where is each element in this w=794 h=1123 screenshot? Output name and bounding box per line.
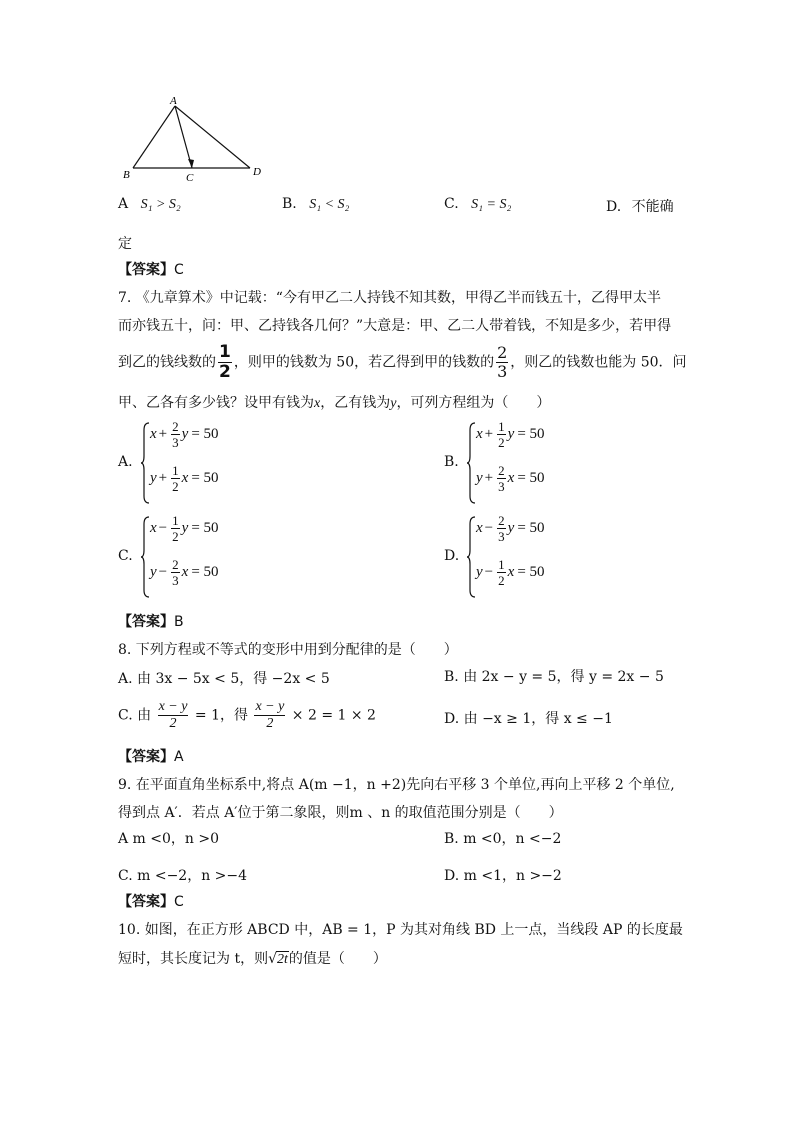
q8-answer: [118, 746, 184, 766]
equation-lhs-var: y: [150, 563, 157, 580]
fraction-numerator: x − y: [158, 699, 188, 714]
q8-option-a: A. 由 3x − 5x < 5，得 −2x < 5: [118, 671, 330, 687]
label-b: B: [123, 169, 130, 181]
fraction-numerator: 1: [498, 557, 505, 572]
q6-option-b: [282, 196, 349, 213]
equation-rhs: = 50: [517, 563, 545, 580]
brace-icon: [140, 422, 150, 504]
equation-lhs-var: x: [150, 519, 157, 536]
fraction-denominator: 2: [169, 716, 177, 731]
q7-line-4-a: 甲、乙各有多少钱？设甲有钱为: [118, 395, 314, 411]
equation-sign: −: [484, 519, 494, 536]
fraction-denominator: 2: [172, 479, 179, 494]
fraction-numerator: 1: [498, 419, 505, 434]
q7-line-3-c: ，则乙的钱数也能为 50．问: [510, 354, 687, 371]
equation-fraction: [171, 558, 180, 587]
q7-line-2: 而亦钱五十，问：甲、乙持钱各几何？”大意是：甲、乙二人带着钱，不知是多少，若甲得: [118, 318, 672, 334]
q8-option-b: B. 由 2x − y = 5，得 y = 2x − 5: [444, 669, 664, 685]
q6-option-c-letter: C.: [444, 196, 459, 212]
q8-option-c-mid: = 1，得: [194, 707, 248, 724]
fraction-numerator: 1: [219, 342, 231, 362]
equation-lhs-var: x: [476, 519, 483, 536]
label-c: C: [186, 172, 194, 184]
q7-line-4-b: ，乙有钱为: [320, 395, 391, 411]
q6-option-d-text: 不能确: [631, 199, 674, 215]
q8-option-c: [118, 700, 376, 731]
equation-rhs: = 50: [191, 563, 219, 580]
equation-rhs: = 50: [191, 519, 219, 536]
answer-label: 【答案】: [118, 894, 174, 910]
equation-sign: +: [158, 425, 168, 442]
q10-line-2-a: 短时，其长度记为 t，则: [118, 951, 269, 967]
fraction-denominator: 2: [498, 435, 505, 450]
equation-var: y: [181, 425, 189, 442]
q10-line-1: 10. 如图，在正方形 ABCD 中，AB = 1，P 为其对角线 BD 上一点，当线段 AP 的长度最: [118, 922, 683, 938]
fraction-denominator: 3: [497, 362, 508, 381]
var-x: x: [314, 396, 321, 411]
fraction-numerator: 2: [498, 463, 505, 478]
equation-rhs: = 50: [517, 519, 545, 536]
equation-rhs: = 50: [191, 469, 219, 486]
q7-answer: [118, 611, 184, 631]
equation-fraction: [497, 558, 506, 587]
equation-var: y: [507, 519, 515, 536]
fraction-numerator: x − y: [255, 699, 285, 714]
q7-line-1: 7. 《九章算术》中记载：“今有甲乙二人持钱不知其数，甲得乙半而钱五十，乙得甲太半: [118, 290, 661, 306]
q7-option-equation: [150, 420, 219, 449]
q6-answer: [118, 259, 184, 279]
equation-var: y: [507, 425, 515, 442]
fraction-x-minus-y-over-2: [158, 700, 189, 731]
q7-option-letter: C.: [118, 548, 133, 564]
fraction-numerator: 1: [172, 463, 179, 478]
equation-lhs-var: y: [476, 469, 483, 486]
q7-line-3: [118, 344, 687, 381]
q6-option-a-text: S₁ > S₂: [140, 197, 181, 212]
q9-option-c: C. m <−2，n >−4: [118, 868, 248, 884]
fraction-denominator: 2: [172, 529, 179, 544]
q9-line-2: 得到点 A′．若点 A′位于第二象限，则m 、n 的取值范围分别是（ ）: [118, 805, 563, 821]
equation-lhs-var: y: [476, 563, 483, 580]
equation-fraction: [171, 514, 180, 543]
equation-lhs-var: x: [476, 425, 483, 442]
equation-sign: +: [158, 469, 168, 486]
q7-option-letter: D.: [444, 548, 460, 564]
brace-icon: [466, 422, 476, 504]
q9-line-1: 9. 在平面直角坐标系中,将点 A(m −1，n +2)先向右平移 3 个单位,再向上平移 2 个单位,: [118, 777, 675, 793]
q6-option-b-text: S₁ < S₂: [309, 197, 350, 212]
q10-line-2: [118, 948, 387, 968]
equation-fraction: [497, 464, 506, 493]
q7-option-equation: [476, 464, 545, 493]
fraction-x-minus-y-over-2: [254, 700, 285, 731]
answer-label: 【答案】: [118, 749, 174, 765]
fraction-numerator: 1: [172, 513, 179, 528]
fraction-numerator: 2: [498, 513, 505, 528]
equation-var: x: [507, 563, 515, 580]
brace-icon: [466, 516, 476, 598]
label-d: D: [253, 166, 261, 178]
q8-option-c-pre: C. 由: [118, 707, 152, 724]
q7-line-4: [118, 392, 550, 412]
q7-line-4-c: ，可列方程组为（ ）: [396, 395, 551, 411]
equation-rhs: = 50: [517, 425, 545, 442]
q9-option-a: A m <0，n >0: [118, 831, 220, 847]
equation-lhs-var: x: [150, 425, 157, 442]
q9-answer: [118, 891, 184, 911]
equation-lhs-var: y: [150, 469, 157, 486]
equation-sign: +: [484, 469, 494, 486]
fraction-numerator: 2: [172, 557, 179, 572]
triangle-figure: [115, 92, 275, 184]
q9-option-d: D. m <1，n >−2: [444, 868, 562, 884]
q6-option-b-letter: B.: [282, 196, 297, 212]
q6-option-d-continued: 定: [118, 236, 132, 252]
fraction-two-thirds: [496, 345, 508, 380]
answer-value: C: [174, 894, 184, 910]
fraction-numerator: 2: [172, 419, 179, 434]
answer-value: A: [174, 749, 184, 765]
q7-line-3-a: 到乙的钱线数的: [118, 354, 216, 371]
fraction-denominator: 2: [498, 573, 505, 588]
q6-option-a-letter: A: [118, 196, 129, 212]
equation-sign: −: [158, 563, 168, 580]
brace-icon: [140, 516, 150, 598]
answer-value: C: [174, 262, 184, 278]
fraction-numerator: 2: [497, 343, 508, 362]
equation-var: x: [507, 469, 515, 486]
fraction-denominator: 2: [219, 362, 231, 382]
fraction-denominator: 3: [498, 529, 505, 544]
q7-line-3-b: ，则甲的钱数为 50，若乙得到甲的钱数的: [233, 354, 495, 371]
equation-sign: −: [158, 519, 168, 536]
equation-var: y: [181, 519, 189, 536]
q8-option-c-post: × 2 = 1 × 2: [291, 707, 376, 724]
equation-fraction: [497, 514, 506, 543]
q10-line-2-b: 的值是（ ）: [288, 951, 387, 967]
fraction-one-half: [218, 344, 232, 381]
fraction-denominator: 2: [266, 716, 274, 731]
equation-rhs: = 50: [191, 425, 219, 442]
equation-sign: −: [484, 563, 494, 580]
q6-option-a: [118, 196, 181, 213]
fraction-denominator: 3: [498, 479, 505, 494]
fraction-denominator: 3: [172, 573, 179, 588]
q7-option-equation: [150, 558, 219, 587]
q7-option-equation: [476, 420, 545, 449]
equation-var: x: [181, 563, 189, 580]
q8-option-d: D. 由 −x ≥ 1，得 x ≤ −1: [444, 711, 613, 727]
answer-label: 【答案】: [118, 262, 174, 278]
sqrt-content: 2t: [277, 952, 288, 967]
equation-fraction: [497, 420, 506, 449]
answer-label: 【答案】: [118, 614, 174, 630]
label-a: A: [170, 95, 177, 107]
q6-option-c-text: S₁ = S₂: [471, 197, 512, 212]
q7-option-equation: [476, 558, 545, 587]
sqrt-sign: √: [268, 951, 277, 967]
q9-option-b: B. m <0，n <−2: [444, 831, 562, 847]
answer-value: B: [174, 614, 184, 630]
q7-option-letter: B.: [444, 454, 459, 470]
q7-option-letter: A.: [118, 454, 133, 470]
fraction-denominator: 3: [172, 435, 179, 450]
equation-rhs: = 50: [517, 469, 545, 486]
equation-var: x: [181, 469, 189, 486]
q6-option-d-letter: D.: [606, 199, 622, 215]
q8-stem: 8. 下列方程或不等式的变形中用到分配律的是（ ）: [118, 642, 458, 658]
q7-option-equation: [150, 514, 219, 543]
q7-option-equation: [476, 514, 545, 543]
q6-option-d: [606, 196, 674, 216]
q7-option-equation: [150, 464, 219, 493]
var-y: y: [390, 396, 397, 411]
equation-fraction: [171, 464, 180, 493]
q6-option-c: [444, 196, 511, 213]
equation-sign: +: [484, 425, 494, 442]
equation-fraction: [171, 420, 180, 449]
